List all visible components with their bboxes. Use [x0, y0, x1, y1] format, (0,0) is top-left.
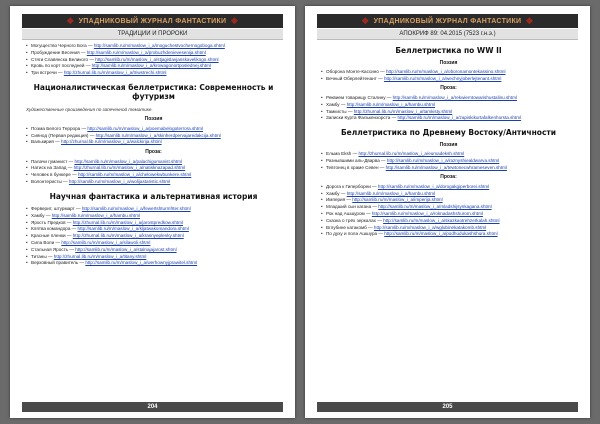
item-title: Три встречи — — [31, 70, 64, 76]
item-title: Рок над Ашшуром — — [326, 210, 372, 216]
list-item — [321, 102, 576, 108]
item-title: Оборона Монте-Кассино — — [326, 69, 386, 75]
left-page — [10, 6, 295, 418]
prose-list — [321, 95, 576, 121]
item-link[interactable]: http://samlib.ru/m/maslow_i_a/fewertshturmfrter.shtml — [81, 206, 191, 212]
list-item — [26, 213, 281, 219]
item-link[interactable]: http://zhurnal.lib.ru/m/maslow_i_a/tamkisty.shtml — [353, 108, 453, 114]
item-link[interactable]: http://samlib.ru/m/maslow_i_a/wechnyjoberlejtenant.shtml — [383, 75, 502, 81]
poetry-list — [26, 126, 281, 145]
left-page-subhead: ТРАДИЦИИ И ПРОРОКИ — [22, 29, 283, 40]
item-link[interactable]: http://zhurnal.lib.ru/m/maslow_i_a/triwstrechi.shtml — [63, 70, 167, 76]
item-link[interactable]: http://samlib.ru/m/maslow_i_a/probuzhdenievesenija.shtml — [86, 49, 206, 55]
list-item — [26, 50, 281, 56]
category-label-prose: Проза: — [440, 85, 457, 92]
banner-ornament-icon: ❖ — [66, 15, 75, 26]
list-item — [321, 69, 576, 75]
banner-ornament-icon: ❖ — [525, 15, 534, 26]
list-item — [26, 220, 281, 226]
poetry-list — [321, 151, 576, 170]
item-link[interactable]: http://samlib.ru/m/maslow_i_a/werhownyjprawitel.shtml — [85, 260, 198, 266]
item-title: Хамбу — — [326, 190, 347, 196]
item-title: Империя — — [326, 197, 353, 203]
list-item — [26, 260, 281, 266]
item-title: Вглубине катакомб — — [326, 224, 374, 230]
item-link[interactable]: http://samlib.ru/m/maslow_i_a/zapiskikurtafalkenhorsta.shtml — [397, 115, 522, 121]
list-item — [26, 139, 281, 145]
list-item — [26, 233, 281, 239]
prose-list — [26, 159, 281, 185]
section-title: Беллетристика по WW II — [395, 46, 502, 55]
item-link[interactable]: http://samlib.ru/m/maslow_i_a/imperija.shtml — [352, 197, 443, 203]
list-item — [26, 172, 281, 178]
item-title: Хамбу — — [31, 212, 52, 218]
item-title: Хамбу — — [326, 101, 347, 107]
category-label-poetry: Поэзия — [439, 141, 458, 148]
item-title: Ферверит, штурмарт — — [31, 206, 82, 212]
item-title: Валькирия — — [31, 139, 62, 145]
list-item — [26, 226, 281, 232]
item-link[interactable]: http://samlib.ru/m/maslow_i_a/chelowekwbunkere.shtml — [77, 172, 192, 178]
list-item — [321, 197, 576, 203]
item-title: Человек в бункере — — [31, 172, 78, 178]
list-item — [321, 165, 576, 171]
list-item — [26, 247, 281, 253]
item-link[interactable]: http://samlib.ru/m/maslow_i_a/wolijastaristic.shtml — [68, 179, 171, 184]
list-item — [321, 115, 576, 121]
item-link[interactable]: http://samlib.ru/m/maslow_i_a/roknadashshurom.shtml — [371, 210, 483, 216]
category-label-prose: Проза: — [440, 174, 457, 181]
item-title: Ельма Eksh — — [326, 151, 359, 157]
list-item — [26, 206, 281, 212]
scifi-list — [26, 206, 281, 266]
item-link[interactable]: http://samlib.ru/m/maslow_i_a/moguchestvochernogoboga.shtml — [93, 43, 225, 48]
list-item — [321, 184, 576, 190]
right-page-content — [321, 43, 576, 398]
list-item — [26, 43, 281, 49]
item-link[interactable]: http://samlib.ru/m/maslow_i_a/silawoli.shtml — [61, 240, 151, 245]
item-link[interactable]: http://samlib.ru/m/maslow_i_a/tewtonecwhrameseven.shtml — [385, 164, 507, 170]
item-link[interactable]: http://samlib.ru/m/maslow_i_a/dorogakgiperborei.shtml — [377, 183, 490, 189]
list-item — [321, 211, 576, 217]
list-item — [321, 191, 576, 197]
section-title: Националистическая беллетристика: Современность и футуризм — [33, 82, 274, 102]
item-title: Палачи гуманист — — [31, 158, 75, 164]
item-title: Титаны — — [31, 253, 54, 259]
right-page — [305, 6, 590, 418]
list-item — [321, 95, 576, 101]
list-item — [26, 165, 281, 171]
item-title: Тевтонец в храме Севен — — [326, 164, 386, 170]
item-title: Сила Воли — — [31, 240, 62, 245]
item-link[interactable]: http://samlib.ru/m/maslow_i_a/hambu.shtml — [51, 212, 141, 218]
list-item — [26, 254, 281, 260]
item-title: Стяги Славянска Великого — — [31, 56, 96, 62]
item-link[interactable]: http://samlib.ru/m/maslow_i_a/rekwiemtowarishustalinu.shtml — [392, 95, 517, 101]
page-number: 204 — [22, 402, 283, 412]
item-title: Реквием товарищу Сталину — — [326, 95, 393, 101]
list-item — [321, 109, 576, 115]
item-link[interactable]: http://zhurnal.lib.ru/m/maslow_i_a/titany.shtml — [53, 253, 147, 259]
item-title: Ярость Предков — — [31, 219, 73, 225]
item-link[interactable]: http://samlib.ru/m/maslow_i_a/poemabelogoterrora.shtml — [87, 125, 203, 131]
item-title: Клятва командора — — [31, 226, 78, 232]
section-title: Научная фантастика и альтернативная история — [49, 191, 258, 201]
item-title: Разнывшими аль-Дварва — — [326, 157, 387, 163]
item-title: Тамкисты — — [326, 108, 354, 114]
banner-title: УПАДНИКОВЫЙ ЖУРНАЛ ФАНТАСТИКИ — [373, 17, 522, 25]
banner-ornament-icon: ❖ — [230, 15, 239, 26]
item-title: Поэма Белого Террора — — [31, 125, 88, 131]
list-item — [321, 151, 576, 157]
banner-ornament-icon: ❖ — [361, 15, 370, 26]
item-link[interactable]: http://samlib.ru/m/maslow_i_a/hambu.shtml — [346, 190, 436, 196]
item-title: Могущество Черного Бога — — [31, 43, 94, 48]
item-title: Дорога к Гипербореи — — [326, 183, 378, 189]
item-title: По духу и пола Ашшура — — [326, 231, 385, 237]
item-link[interactable]: http://samlib.ru/m/maslow_i_a/stalnajajarost.shtml — [75, 246, 177, 252]
intro-list — [26, 43, 281, 76]
item-link[interactable]: http://samlib.ru/m/maslow_i_a/raznyshiealdwarva.shtml — [386, 157, 500, 163]
category-label-poetry: Поэзия — [144, 116, 163, 123]
page-number: 205 — [317, 402, 578, 412]
item-title: Вечный Оберлейтенант — — [326, 75, 384, 81]
list-item — [26, 70, 281, 76]
list-item — [26, 179, 281, 185]
banner-title: УПАДНИКОВЫЙ ЖУРНАЛ ФАНТАСТИКИ — [78, 17, 227, 25]
right-page-banner — [317, 14, 578, 28]
list-item — [321, 218, 576, 224]
item-title: Сиянод (Первая редакция) — — [31, 132, 96, 138]
item-link[interactable]: http://samlib.ru/m/maslow_i_a/krowagonortposlednej.shtml — [91, 63, 211, 69]
list-item — [321, 225, 576, 231]
list-item — [321, 231, 576, 237]
item-link[interactable]: http://samlib.ru/m/maslow_i_a/hambu.shtml — [346, 101, 436, 107]
item-link[interactable]: http://samlib.ru/m/maslow_i_a/palachigumanist.shtml — [74, 158, 183, 164]
item-link[interactable]: http://samlib.ru/m/maslow_i_a/wglubinekatakomb.shtml — [373, 224, 487, 230]
poetry-list — [321, 69, 576, 81]
item-link[interactable]: http://samlib.ru/m/maslow_i_a/stjagislavjanskavelikogo.shtml — [95, 56, 219, 62]
item-title: Натиск на Запад — — [31, 165, 74, 171]
item-link[interactable]: http://zhurnal.lib.ru/m/maslow_i_a/eumadeksh.shtml — [358, 151, 465, 157]
item-link[interactable]: http://zhurnal.lib.ru/m/maslow_i_a/walckirija.shtml — [61, 139, 162, 145]
section-title: Беллетристика по Древнему Востоку/Античности — [340, 128, 557, 137]
list-item — [26, 57, 281, 63]
item-link[interactable]: http://samlib.ru/m/maslow_i_a/skazkaotrehzerkalah.shtml — [383, 217, 500, 223]
item-link[interactable]: http://samlib.ru/m/maslow_i_a/kljatwakomandora.shtml — [77, 226, 189, 232]
list-item — [26, 126, 281, 132]
item-link[interactable]: http://samlib.ru/m/maslow_i_a/oboronamontekassino.shtml — [385, 69, 506, 75]
item-title: Красные пленки — — [31, 233, 73, 239]
item-link[interactable]: http://zhurnal.lib.ru/m/maslow_i_a/krasnyeplenky.shtml — [72, 233, 184, 239]
item-link[interactable]: http://samlib.ru/m/maslow_i_a/podhudukashshura.shtml — [384, 231, 498, 237]
item-link[interactable]: http://samlib.ru/m/maslow_i_a/skinherdpervajaredakcija.shtml — [95, 132, 221, 138]
list-item — [26, 63, 281, 69]
item-link[interactable]: http://samlib.ru/m/maslow_i_a/mladshijsynkagana.shtml — [378, 204, 492, 210]
category-label-prose: Проза: — [145, 149, 162, 156]
list-item — [321, 158, 576, 164]
list-item — [321, 76, 576, 82]
prose-list — [321, 184, 576, 237]
item-title: Сказка о трёх зеркалах — — [326, 217, 384, 223]
category-label-poetry: Поэзия — [439, 59, 458, 66]
list-item — [26, 133, 281, 139]
left-page-content — [26, 43, 281, 398]
item-title: Волонтеристы — — [31, 179, 69, 184]
item-title: Кровь по корт последней — — [31, 63, 92, 69]
right-page-subhead: АПОКРИФ 89: 04.2015 (7523 г.н.э.) — [317, 29, 578, 40]
list-item — [321, 204, 576, 210]
item-title: Младший сын кагана — — [326, 204, 379, 210]
item-link[interactable]: http://zhurnal.lib.ru/m/maslow_i_a/natisknazapad.shtml — [73, 165, 186, 171]
list-item — [26, 159, 281, 165]
section-note: Художественные произведения по запеченной тематике. — [26, 106, 153, 112]
item-link[interactable]: http://zhurnal.lib.ru/m/maslow_i_a/jarostpredkow.shtml — [72, 219, 183, 225]
list-item — [26, 240, 281, 246]
item-title: Записки Курта Фалькенхорста — — [326, 115, 398, 121]
item-title: Верховный правитель — — [31, 260, 86, 266]
left-page-banner — [22, 14, 283, 28]
item-title: Пробуждение Весения — — [31, 49, 87, 55]
item-title: Стальная Ярость — — [31, 246, 76, 252]
